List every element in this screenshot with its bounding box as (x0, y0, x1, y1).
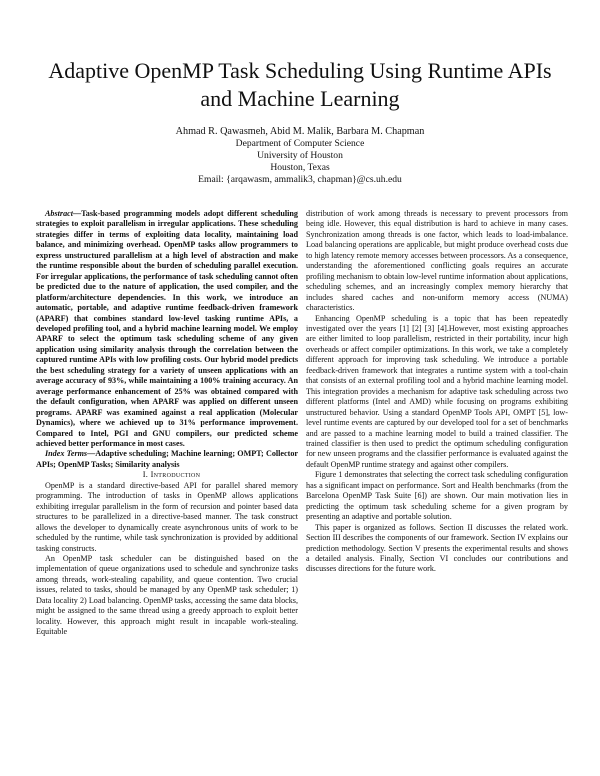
author-email: Email: {arqawasm, ammalik3, chapman}@cs.uh.edu (198, 174, 402, 185)
index-terms-text: —Adaptive scheduling; Machine learning; OMPT; Collector APIs; OpenMP Tasks; Similarity analysis (36, 449, 298, 469)
section-number: I. (142, 470, 151, 480)
author-location: Houston, Texas (270, 162, 330, 173)
abstract-text: —Task-based programming models adopt different scheduling strategies to exploit parallelism in irregular applications. These scheduling strategies differ in terms of exploiting data locality, maintaining load balance, and minimizing overhead. OpenMP tasks allow programmers to express unstructured parallelism at a high level of abstraction and make the runtime responsible about the burden of scheduling parallel execution. For irregular applications, the performance of task scheduling cannot often be predicted due to the nature of application, the used compiler, and the platform/architecture dependencies. In this work, we introduce an automatic, portable, and adaptive runtime feedback-driven framework (APARF) that combines standard low-level tasking runtime APIs, a developed profiling tool, and a hybrid machine learning model. We employ APARF to select the optimum task scheduling scheme of any given application using similarity analysis through the correlation between the captured runtime APIs with low profiling costs. Our hybrid model predicts the best scheduling strategy for a variety of unseen applications with an average accuracy of 93%, while maintaining a 100% training accuracy. An average performance enhancement of 25% was obtained compared with the default configuration, when APARF was applied on different unseen programs. APARF was examined against a real application (Molecular Dynamics), where we achieved up to 31% performance improvement. Compared to Intel, PGI and GNU compilers, our predicted scheme achieved better performance in most cases. (36, 209, 298, 448)
index-terms-label: Index Terms (45, 449, 88, 459)
body-paragraph-4: This paper is organized as follows. Section II discusses the related work. Section III describes the components of our framework. Section IV explains our prediction methodology. Section V presents the experimental results and shows a detailed analysis. Finally, Section VI concludes our contributions and discusses directions for the future work. (306, 522, 568, 574)
body-paragraph-2: Enhancing OpenMP scheduling is a topic that has been repeatedly investigated over the years [1] [2] [3] [4].However, most existing approaches are either limited to loop parallelism, restricted in their portability, incur high overheads or affect compiler optimizations. In this work, we take a completely different approach for improving task scheduling. We introduce a portable feedback-driven framework that integrates a runtime system with a tool-chain that consists of an external profiling tool and a hybrid machine learning model. This integration provides a mechanism for adaptive task scheduling across two different platforms (Intel and AMD) while focusing on programs exhibiting unstructured behavior. Using a standard OpenMP Tools API, OMPT [5], low-level runtime events are captured by our developed tool for a set of benchmarks and are passed to a machine learning model to build a trained classifier. The trained classifier is then used to predict the optimum scheduling configuration for new unseen programs and the classifier performance is evaluated against the default OpenMP runtime strategy and against other compilers. (306, 313, 568, 469)
right-column (306, 209, 568, 575)
left-column (36, 209, 298, 638)
body-paragraph-continued: distribution of work among threads is necessary to prevent processors from being idle. However, this equal distribution is hard to achieve in many cases. Synchronization among threads is one factor, which leads to load-imbalance. Load balancing operations are applicable, but might produce overhead costs due to high latency remote memory accesses between processors. As a consequence, understanding the aforementioned conflicting goals requires an accurate profiling mechanism to obtain low-level runtime information about applications, scheduling schemes, and an increasingly complex memory hierarchy that includes shared caches and non-uniform memory access (NUMA) characteristics. (306, 209, 568, 313)
author-university: University of Houston (257, 150, 343, 161)
body-paragraph-3: Figure 1 demonstrates that selecting the correct task scheduling configuration has a significant impact on performance. Sort and Health benchmarks (from the Barcelona OpenMP Task Suite [6]) are shown. Our main motivation lies in predicting the optimum task scheduling scheme for a given program by presenting an adaptive and portable solution. (306, 470, 568, 522)
author-names: Ahmad R. Qawasmeh, Abid M. Malik, Barbara M. Chapman (175, 126, 425, 137)
author-department: Department of Computer Science (235, 138, 365, 149)
intro-paragraph-1: OpenMP is a standard directive-based API for parallel shared memory programming. The introduction of tasks in OpenMP allows applications exhibiting irregular parallelism in the form of recursion and pointer based data structures to be parallelized in a directive-based manner. The task construct allows the developer to dynamically create asynchronous units of work to be scheduled by the runtime, while task synchronization is provided by additional tasking constructs. (36, 480, 298, 553)
author-block (60, 125, 540, 186)
intro-paragraph-2: An OpenMP task scheduler can be distinguished based on the implementation of queue organizations used to schedule and synchronize tasks among threads, work-stealing capability, and queue contention. Two crucial issues, related to tasks, should be managed by any OpenMP task scheduler; 1) Data locality 2) Load balancing. OpenMP tasks, accessing the same data blocks, might be assigned to the same thread using a greedy approach to exploit better locality. However, this approach might result in incapable work-stealing. Equitable (36, 553, 298, 637)
section-title: Introduction (150, 470, 201, 480)
abstract-label: Abstract (45, 209, 73, 218)
section-heading-introduction (36, 470, 298, 480)
paper-title: Adaptive OpenMP Task Scheduling Using Runtime APIs and Machine Learning (48, 58, 552, 111)
abstract (36, 209, 298, 449)
index-terms (36, 449, 298, 470)
